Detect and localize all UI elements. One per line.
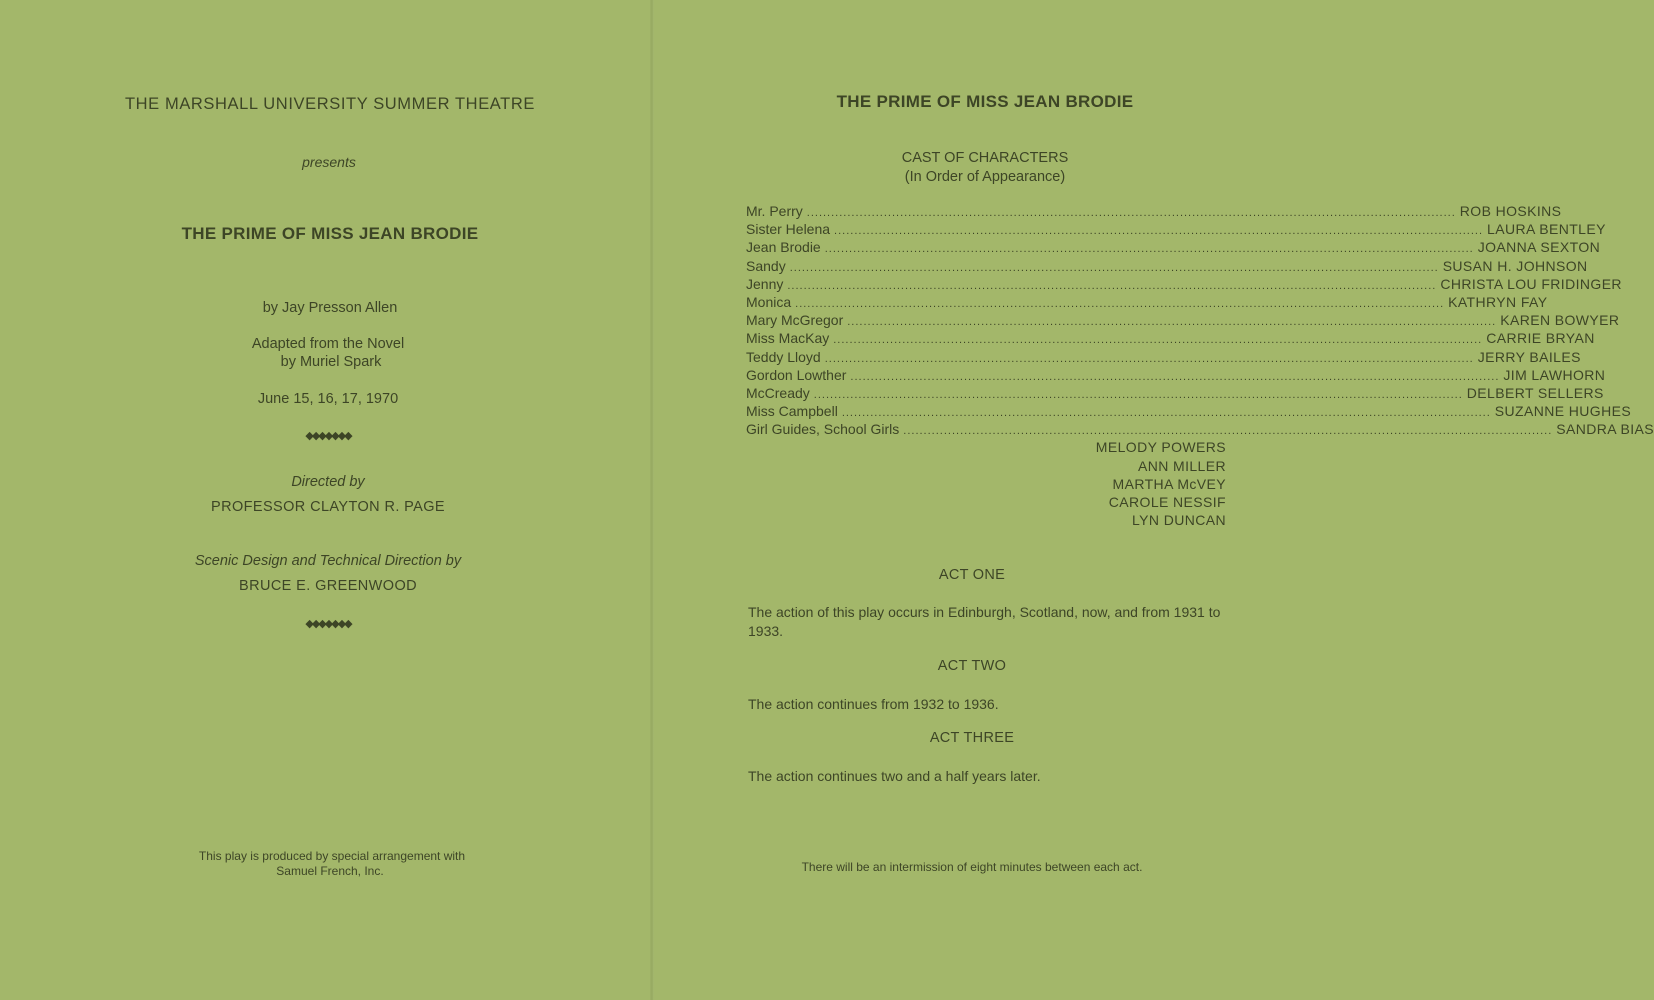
cast-row xyxy=(746,348,1581,367)
cast-role: McCready xyxy=(746,384,810,401)
cast-heading-title: CAST OF CHARACTERS xyxy=(901,150,1069,166)
cast-actor: MELODY POWERS xyxy=(1095,439,1226,456)
directed-by-label: Directed by xyxy=(291,474,365,490)
cast-actor: CARRIE BRYAN xyxy=(1486,330,1595,347)
cast-actor: MARTHA McVEY xyxy=(1112,475,1226,492)
cast-role: Sister Helena xyxy=(746,221,831,238)
cast-row xyxy=(746,512,1226,530)
cast-actor: JOANNA SEXTON xyxy=(1477,239,1601,256)
cast-actor: KAREN BOWYER xyxy=(1500,312,1620,329)
cast-role: Jenny xyxy=(746,275,784,292)
cast-role: Sandy xyxy=(746,257,786,274)
dot-leader: ................................................................................................................................................................ xyxy=(833,334,1483,347)
adapted-line-2: by Muriel Spark xyxy=(280,354,382,370)
cast-actor: LYN DUNCAN xyxy=(1132,512,1226,529)
cast-row xyxy=(746,403,1632,421)
arrangement-line-1: This play is produced by special arrangement with xyxy=(198,849,466,863)
cast-actor: JERRY BAILES xyxy=(1477,348,1581,365)
cast-row xyxy=(746,239,1601,257)
cast-row xyxy=(746,275,1622,294)
cast-row xyxy=(746,203,1562,221)
cast-role: Mary McGregor xyxy=(746,312,844,329)
cast-row xyxy=(746,221,1606,239)
dot-leader: ................................................................................................................................................................ xyxy=(850,370,1500,383)
dot-leader: ................................................................................................................................................................ xyxy=(806,207,1456,219)
cast-role: Miss MacKay xyxy=(746,330,830,347)
cast-actor: CAROLE NESSIF xyxy=(1108,494,1226,510)
diamond-ornament-top: ◆◆◆◆◆◆◆ xyxy=(305,430,351,442)
author-credit: by Jay Presson Allen xyxy=(262,300,398,316)
adapted-line-1: Adapted from the Novel xyxy=(251,336,405,352)
diamond-ornament-bottom: ◆◆◆◆◆◆◆ xyxy=(305,618,351,630)
cast-role: Teddy Lloyd xyxy=(746,348,821,365)
cast-list xyxy=(746,203,1654,530)
cast-row xyxy=(746,421,1654,439)
theatre-name: THE MARSHALL UNIVERSITY SUMMER THEATRE xyxy=(124,95,535,113)
act-three-title: ACT THREE xyxy=(929,730,1015,746)
dot-leader: ................................................................................................................................................................ xyxy=(834,225,1484,238)
cast-heading-subtitle: (In Order of Appearance) xyxy=(904,169,1066,185)
act-two-title: ACT TWO xyxy=(937,658,1007,674)
cast-role: Girl Guides, School Girls xyxy=(746,421,900,438)
act-one-title: ACT ONE xyxy=(938,567,1006,583)
cast-actor: LAURA BENTLEY xyxy=(1487,221,1606,238)
dot-leader: ................................................................................................................................................................ xyxy=(787,279,1437,292)
cast-row xyxy=(746,458,1226,476)
act-one-text: The action of this play occurs in Edinburgh, Scotland, now, and from 1931 to 1933. xyxy=(748,604,1221,639)
cast-actor: CHRISTA LOU FRIDINGER xyxy=(1440,275,1622,292)
cast-row xyxy=(746,476,1226,494)
cast-page-title: THE PRIME OF MISS JEAN BRODIE xyxy=(836,92,1134,111)
right-page xyxy=(652,0,1654,1000)
act-three-text: The action continues two and a half years later. xyxy=(748,768,1041,784)
scenic-design-label: Scenic Design and Technical Direction by xyxy=(194,553,462,569)
cast-actor: KATHRYN FAY xyxy=(1448,293,1548,310)
arrangement-line-2: Samuel French, Inc. xyxy=(276,864,384,878)
scenic-designer-name: BRUCE E. GREENWOOD xyxy=(239,578,417,594)
cast-row xyxy=(746,312,1620,330)
cast-role: Gordon Lowther xyxy=(746,366,847,383)
cast-actor: SANDRA BIAS xyxy=(1556,421,1654,438)
cast-actor: SUSAN H. JOHNSON xyxy=(1442,257,1588,274)
intermission-note: There will be an intermission of eight minutes between each act. xyxy=(801,860,1143,874)
cast-row xyxy=(746,330,1595,348)
performance-dates: June 15, 16, 17, 1970 xyxy=(257,391,399,407)
cast-role: Miss Campbell xyxy=(746,403,838,420)
cast-row xyxy=(746,494,1226,512)
dot-leader: ................................................................................................................................................................ xyxy=(903,425,1553,438)
left-page xyxy=(0,0,652,1000)
cast-actor: DELBERT SELLERS xyxy=(1466,384,1604,401)
cast-row xyxy=(746,439,1226,457)
cast-row xyxy=(746,384,1604,403)
dot-leader: ................................................................................................................................................................ xyxy=(824,352,1474,365)
cast-role: Jean Brodie xyxy=(746,239,821,256)
act-two-text: The action continues from 1932 to 1936. xyxy=(748,696,999,712)
dot-leader: ................................................................................................................................................................ xyxy=(795,297,1445,310)
dot-leader: ................................................................................................................................................................ xyxy=(789,261,1439,274)
cast-heading xyxy=(652,149,1318,187)
dot-leader: ................................................................................................................................................................ xyxy=(841,407,1491,420)
cast-row xyxy=(746,257,1588,276)
cast-role: Monica xyxy=(746,293,792,310)
play-title: THE PRIME OF MISS JEAN BRODIE xyxy=(181,224,479,243)
cast-actor: JIM LAWHORN xyxy=(1503,366,1606,383)
cast-role: Mr. Perry xyxy=(746,203,803,219)
cast-actor: ROB HOSKINS xyxy=(1459,203,1562,219)
cast-row xyxy=(746,366,1606,385)
dot-leader: ................................................................................................................................................................ xyxy=(824,243,1474,256)
cast-actor: SUZANNE HUGHES xyxy=(1494,403,1632,420)
cast-row xyxy=(746,293,1548,312)
cast-actor: ANN MILLER xyxy=(1137,457,1226,474)
presents-label: presents xyxy=(302,154,356,170)
dot-leader: ................................................................................................................................................................ xyxy=(813,388,1463,401)
director-name: PROFESSOR CLAYTON R. PAGE xyxy=(211,499,445,515)
dot-leader: ................................................................................................................................................................ xyxy=(847,316,1497,329)
